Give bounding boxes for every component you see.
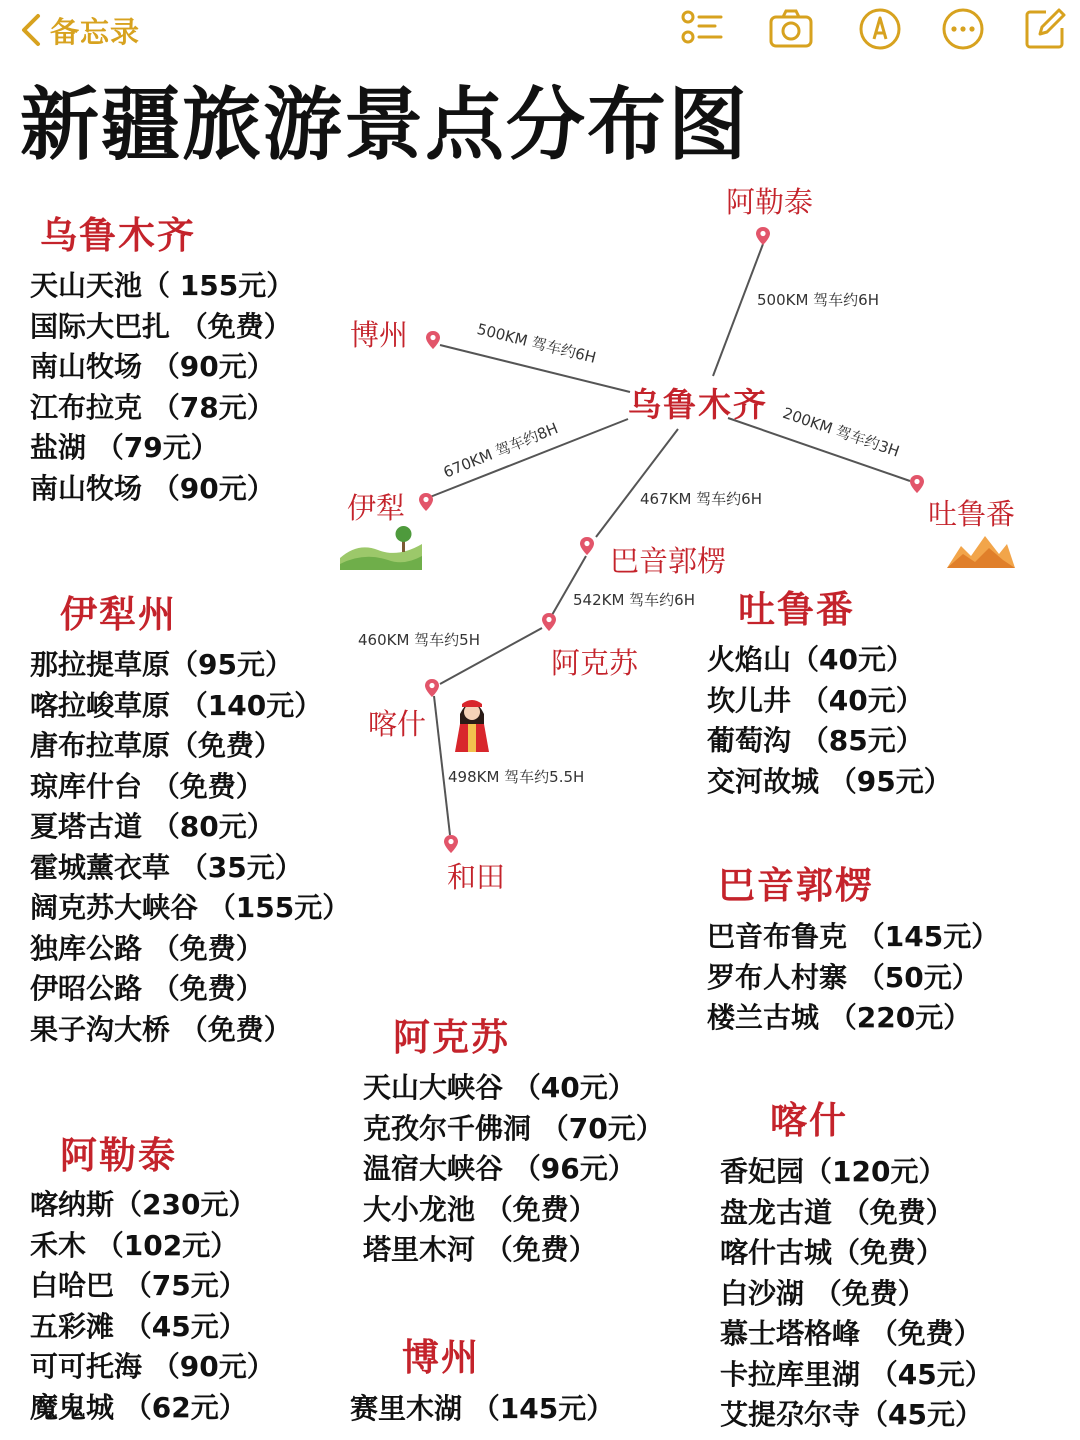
attraction-item: 赛里木湖 （145元）: [350, 1392, 615, 1425]
attraction-item: 克孜尔千佛洞 （70元）: [363, 1111, 664, 1145]
attraction-item: 可可托海 （90元）: [30, 1350, 275, 1383]
city-label-yili: 伊犁: [347, 491, 406, 525]
section-heading-aksu: 阿克苏: [393, 1016, 510, 1059]
attraction-item: 罗布人村寨 （50元）: [707, 960, 980, 994]
attraction-item: 香妃园（120元）: [720, 1155, 947, 1188]
attraction-item: 艾提尕尔寺（45元）: [720, 1398, 983, 1431]
map-pin-icon: [418, 492, 434, 512]
map-pin-icon: [909, 474, 925, 494]
map-pin-icon: [579, 536, 595, 556]
back-label: 备忘录: [50, 14, 141, 49]
attraction-item: 巴音布鲁克 （145元）: [707, 920, 1000, 953]
attraction-item: 果子沟大桥 （免费）: [30, 1012, 292, 1046]
attraction-list-yili: [30, 645, 350, 1050]
flaming-mountain-illustration-icon: [945, 528, 1017, 572]
attraction-item: 葡萄沟 （85元）: [707, 724, 924, 757]
map-pin-icon: [443, 834, 459, 854]
attraction-list-turpan: [707, 640, 952, 802]
attraction-item: 霍城薰衣草 （35元）: [30, 850, 303, 884]
attraction-item: 火焰山（40元）: [707, 643, 914, 676]
attraction-list-altay: [30, 1185, 275, 1428]
attraction-item: 伊昭公路 （免费）: [30, 972, 264, 1005]
section-heading-yili: 伊犁州: [60, 593, 177, 636]
route-distance-yili: 670KM 驾车约8H: [440, 419, 561, 482]
route-distance-altay: 500KM 驾车约6H: [757, 291, 879, 309]
uyghur-girl-illustration-icon: [451, 692, 493, 754]
attraction-item: 独库公路 （免费）: [30, 931, 264, 965]
section-heading-urumqi: 乌鲁木齐: [40, 214, 196, 257]
city-label-kashgar: 喀什: [368, 707, 427, 741]
attraction-item: 温宿大峡谷 （96元）: [363, 1152, 636, 1185]
city-label-urumqi: 乌鲁木齐: [628, 385, 768, 424]
attraction-item: 坎儿井 （40元）: [707, 683, 924, 717]
attraction-item: 白沙湖 （免费）: [720, 1276, 926, 1310]
attraction-item: 南山牧场 （90元）: [30, 471, 275, 505]
attraction-item: 唐布拉草原（免费）: [30, 729, 283, 762]
attraction-item: 交河故城 （95元）: [707, 764, 952, 798]
attraction-list-kashgar: [720, 1152, 993, 1436]
attraction-item: 喀什古城（免费）: [720, 1236, 945, 1269]
attraction-item: 盐湖 （79元）: [30, 431, 219, 464]
attraction-item: 塔里木河 （免费）: [363, 1233, 597, 1266]
city-label-bayingol: 巴音郭楞: [610, 544, 727, 578]
attraction-item: 国际大巴扎 （免费）: [30, 309, 292, 343]
city-label-aksu: 阿克苏: [551, 646, 639, 680]
map-pin-icon: [541, 612, 557, 632]
attraction-item: 喀纳斯（230元）: [30, 1188, 257, 1221]
route-distance-hotan: 498KM 驾车约5.5H: [448, 768, 585, 786]
route-distance-bortala: 500KM 驾车约6H: [475, 319, 598, 367]
attraction-list-bayingol: [707, 917, 999, 1039]
city-label-hotan: 和田: [447, 860, 506, 894]
city-label-turpan: 吐鲁番: [928, 497, 1016, 531]
attraction-item: 阔克苏大峡谷 （155元）: [30, 891, 351, 924]
attraction-item: 那拉提草原（95元）: [30, 648, 293, 681]
attraction-list-aksu: [363, 1068, 664, 1271]
attraction-item: 夏塔古道 （80元）: [30, 810, 275, 843]
attraction-item: 白哈巴 （75元）: [30, 1269, 247, 1302]
map-pin-icon: [425, 330, 441, 350]
attraction-item: 禾木 （102元）: [30, 1228, 239, 1262]
attraction-item: 江布拉克 （78元）: [30, 390, 275, 424]
attraction-item: 五彩滩 （45元）: [30, 1309, 247, 1343]
city-label-altay: 阿勒泰: [726, 185, 814, 219]
section-heading-bayingol: 巴音郭楞: [718, 864, 874, 907]
route-distance-kashgar: 460KM 驾车约5H: [358, 631, 480, 649]
route-line-altay: [713, 244, 763, 376]
attraction-item: 魔鬼城 （62元）: [30, 1390, 247, 1424]
city-label-bortala: 博州: [350, 318, 409, 352]
attraction-item: 慕士塔格峰 （免费）: [720, 1317, 982, 1350]
section-heading-bortala: 博州: [402, 1336, 480, 1379]
map-pin-icon: [424, 678, 440, 698]
route-distance-aksu: 542KM 驾车约6H: [573, 591, 695, 609]
grassland-illustration-icon: [338, 520, 424, 572]
attraction-item: 盘龙古道 （免费）: [720, 1195, 954, 1229]
section-heading-altay: 阿勒泰: [60, 1134, 177, 1177]
attraction-item: 天山大峡谷 （40元）: [363, 1071, 636, 1104]
attraction-list-urumqi: [30, 266, 294, 509]
page-title: 新疆旅游景点分布图: [20, 79, 749, 171]
attraction-item: 楼兰古城 （220元）: [707, 1001, 972, 1034]
attraction-item: 南山牧场 （90元）: [30, 350, 275, 383]
map-pin-icon: [755, 226, 771, 246]
route-line-bayingol: [596, 429, 678, 537]
attraction-item: 喀拉峻草原 （140元）: [30, 688, 323, 722]
section-heading-kashgar: 喀什: [770, 1099, 848, 1142]
attraction-item: 卡拉库里湖 （45元）: [720, 1357, 993, 1391]
attraction-list-bortala: [350, 1389, 614, 1430]
attraction-item: 天山天池（ 155元）: [30, 269, 295, 302]
route-distance-bayingol: 467KM 驾车约6H: [640, 490, 762, 508]
attraction-item: 琼库什台 （免费）: [30, 769, 264, 803]
route-distance-turpan: 200KM 驾车约3H: [780, 403, 902, 461]
attraction-item: 大小龙池 （免费）: [363, 1192, 597, 1226]
section-heading-turpan: 吐鲁番: [738, 588, 855, 631]
